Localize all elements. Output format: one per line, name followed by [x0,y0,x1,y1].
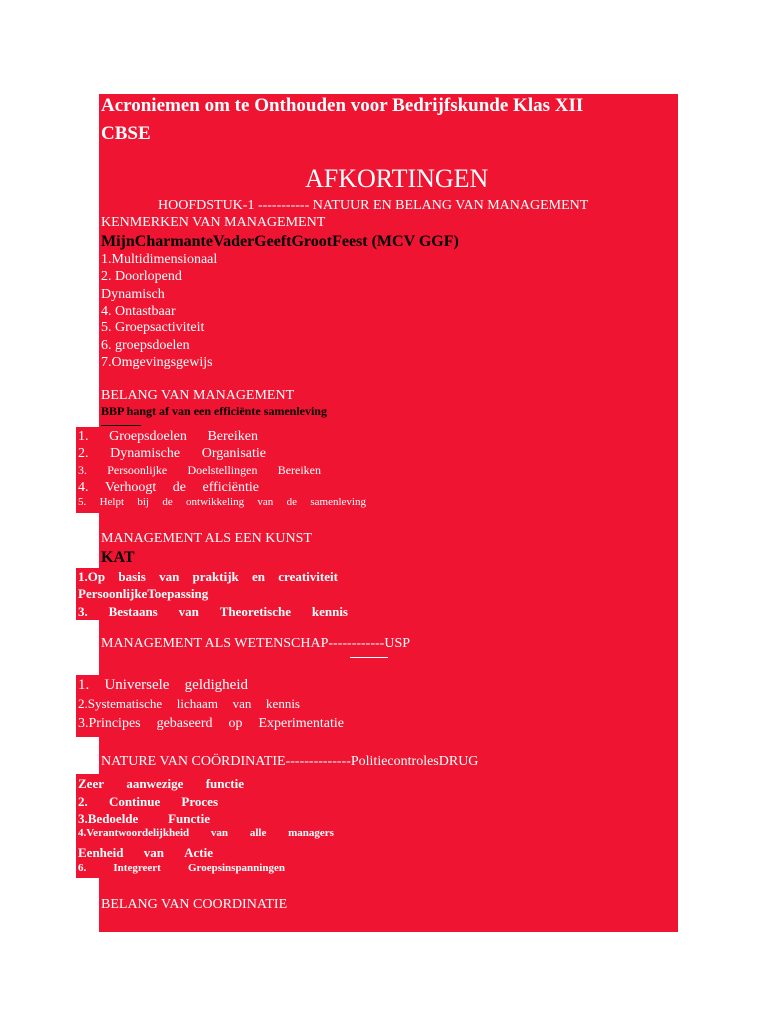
list-item-text: Groepsinspanningen [187,862,285,874]
section-title-kunst: MANAGEMENT ALS EEN KUNST [101,531,312,546]
list-item-text: Bereiken [277,463,321,477]
list-item-text: Bestaans [108,604,158,619]
list-item-text: Persoonlijke [107,463,168,477]
list-item-text: Theoretische [219,604,291,619]
list-item-text: van [143,845,164,860]
list-item-text: lichaam [176,696,218,711]
list-item-text: creativiteit [278,569,338,584]
list-item [78,464,321,476]
list-item-text: Functie [168,811,210,826]
acronym-kat: KAT [101,549,135,566]
chapter-heading: HOOFDSTUK-1 ----------- NATUUR EN BELANG VAN MANAGEMENT [158,198,589,213]
list-item-text: 4. [78,480,89,495]
list-item-text: 5. [78,496,87,508]
list-item-text: Bereiken [207,429,258,444]
list-item-text: 1.Op [78,569,106,584]
list-item-text: 3. [78,604,88,619]
list-item [78,447,266,461]
list-item-text: en [252,569,266,584]
list-item: 2. Doorlopend [101,269,182,284]
list-item [78,481,259,495]
list-item-text: de [172,480,187,495]
list-item-text: Organisatie [201,446,266,461]
list-item [78,678,248,693]
list-item [78,717,344,731]
list-item [78,697,300,710]
list-item-text: 1. [78,429,89,444]
list-item-text: 2.Systematische [78,696,163,711]
list-item-text: de [162,496,173,508]
list-item [78,863,285,874]
list-item-text: efficiëntie [202,480,259,495]
section-title-belang-coordinatie: BELANG VAN COORDINATIE [101,897,288,912]
list-item-text: gebaseerd [156,716,213,731]
list-item-text: functie [205,776,244,791]
list-item-text: op [228,716,243,731]
list-item: 5. Groepsactiviteit [101,320,205,335]
acronym-mcv-ggf: MijnCharmanteVaderGeeftGrootFeest (MCV GGF) [101,233,459,250]
list-item-text: geldigheid [184,677,248,693]
list-item-text: 6. [78,862,87,874]
list-item [78,812,210,825]
list-item [78,777,244,790]
list-item-text: Integreert [113,862,161,874]
list-item-text: aanwezige [126,776,184,791]
list-item-text: 3. [78,463,87,477]
list-item-text: basis [118,569,146,584]
list-item-text: van [232,696,252,711]
section-title-kenmerken: KENMERKEN VAN MANAGEMENT [101,215,326,230]
list-item-text: Experimentatie [258,716,344,731]
list-item: PersoonlijkeToepassing [78,586,209,601]
list-item-text: van [159,569,180,584]
list-item-text: 4.Verantwoordelijkheid [78,827,190,839]
list-item-text: de [286,496,298,508]
list-item-text: Actie [184,845,213,860]
list-item [78,846,213,859]
list-item: 6. groepsdoelen [101,338,190,353]
list-item-text: kennis [311,604,348,619]
list-item-text: praktijk [192,569,239,584]
list-item: Dynamisch [101,287,165,302]
list-item [78,570,338,583]
list-item-text: Proces [181,794,218,809]
list-item-text: van [178,604,199,619]
list-item-text: Verhoogt [104,480,157,495]
divider [101,425,141,426]
list-item-text: ontwikkeling [186,496,245,508]
list-item-text: Universele [104,677,170,693]
document-title-line2: CBSE [101,123,151,144]
list-item-text: 2. [78,794,88,809]
list-item-text: 1. [78,677,90,693]
list-item-text: alle [249,827,267,839]
list-item-text: samenleving [310,496,366,508]
list-item-text: kennis [266,696,300,711]
list-item: 4. Ontastbaar [101,304,176,319]
list-item-text: van [210,827,229,839]
list-item-text: Groepsdoelen [109,429,187,444]
list-item [78,430,258,444]
divider [350,657,388,658]
list-item-text: Eenheid [78,845,124,860]
list-item-text: managers [288,827,334,839]
list-item-text: Continue [108,794,161,809]
list-item-text: Doelstellingen [187,463,258,477]
list-item [78,605,348,618]
list-item-text: bij [137,496,149,508]
list-item-text: Helpt [99,496,125,508]
main-heading: AFKORTINGEN [305,164,489,193]
acronym-bbp: BBP hangt af van een efficiënte samenleving [101,404,327,418]
section-title-coordinatie: NATURE VAN COÖRDINATIE--------------PolitiecontrolesDRUG [101,754,479,769]
list-item-text: Zeer [78,776,104,791]
list-item [78,795,218,808]
list-item-text: 3.Bedoelde [78,811,139,826]
list-item [78,497,366,508]
document-title: Acroniemen om te Onthouden voor Bedrijfskunde Klas XII [101,95,584,116]
section-title-belang: BELANG VAN MANAGEMENT [101,388,295,403]
list-item-text: 2. [78,446,89,461]
section-title-wetenschap: MANAGEMENT ALS WETENSCHAP------------USP [101,636,411,651]
list-item-text: van [257,496,274,508]
list-item-text: 3.Principes [78,716,141,731]
list-item-text: Dynamische [110,446,181,461]
list-item: 7.Omgevingsgewijs [101,355,213,370]
list-item [78,828,334,839]
list-item: 1.Multidimensionaal [101,252,218,267]
